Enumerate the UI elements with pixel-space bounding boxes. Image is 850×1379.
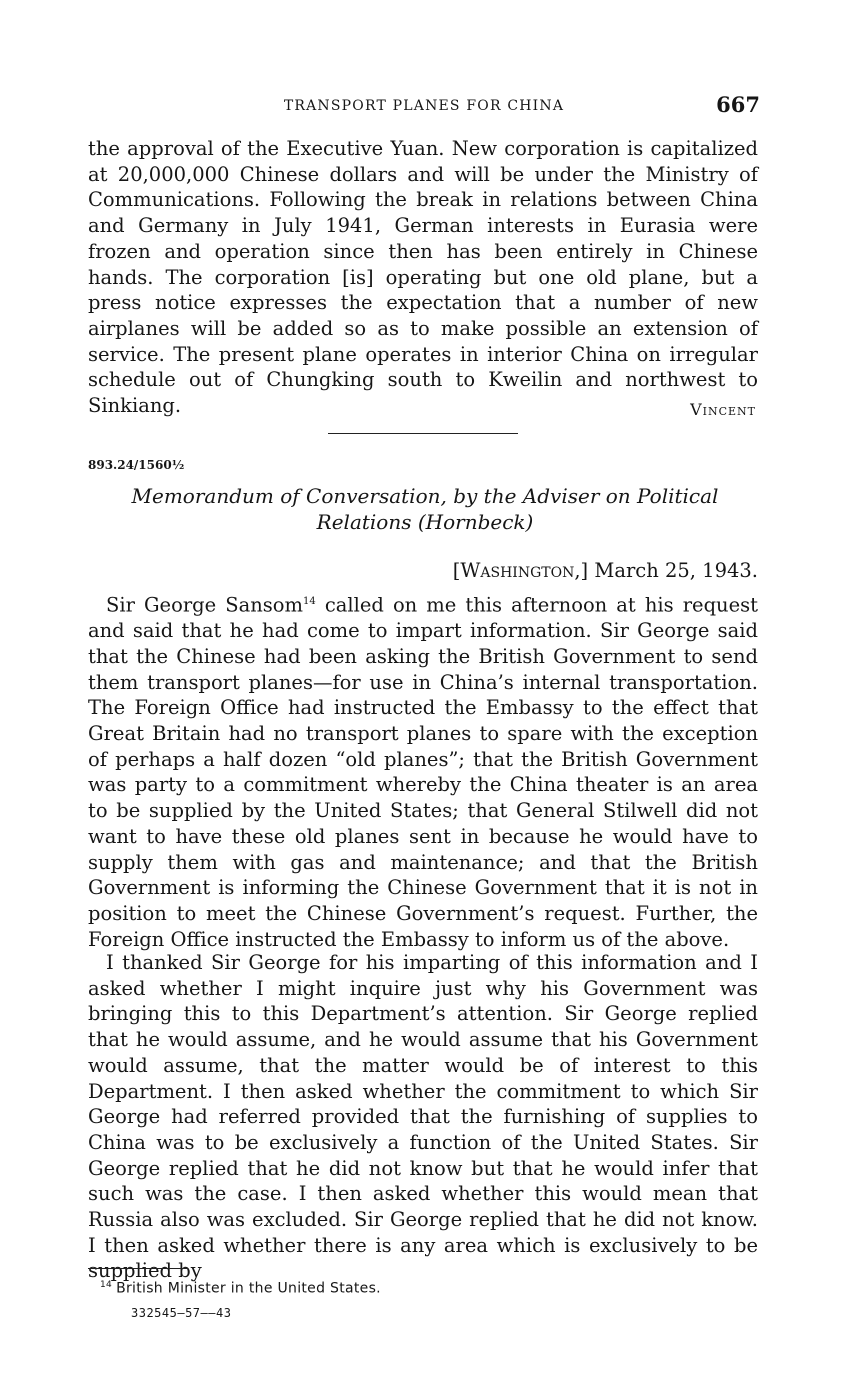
document-title: Memorandum of Conversation, by the Adviser on Political Relations (Hornbeck) [131,484,719,534]
print-code: 332545—57——43 [131,1306,232,1320]
page-header [88,92,760,122]
dateline-place: [Washington,] [452,559,589,582]
dateline [453,559,758,582]
footnote-text: British Minister in the United States. [116,1280,381,1297]
footnote-reference: 14 [303,596,316,607]
signature: Vincent [690,400,756,419]
footnote-divider [88,1268,188,1269]
footnote [100,1280,381,1297]
memo-paragraph-1 [88,589,758,952]
memo-paragraph-2: I thanked Sir George for his imparting of this information and I asked whether I might inquire just why his Government was bringing this to this Department’s attention. Sir George replied that he would assume, and he would assume that his Government would assume, that the matter would be of interest to this Department. I then asked whether the commitment to which Sir George had referred provided that the furnishing of supplies to China was to be exclusively a function of the United States. Sir George replied that he did not know but that he would infer that such was the case. I then asked whether this would mean that Russia also was excluded. Sir George replied that he did not know. I then asked whether there is any area which is exclusively to be supplied by [88,951,758,1283]
continuation-paragraph: the approval of the Executive Yuan. New corporation is capitalized at 20,000,000 Chinese dollars and will be under the Ministry of Communications. Following the break in relations between China and Germany in July 1941, German interests in Eurasia were frozen and operation since then has been entirely in Chinese hands. The corporation [is] operating but one old plane, but a press notice expresses the expectation that a number of new airplanes will be added so as to make possible an extension of service. The present plane operates in interior China on irregular schedule out of Chungking south to Kweilin and northwest to Sinkiang. [88,137,758,418]
dateline-date: March 25, 1943. [594,559,758,582]
section-divider [328,433,518,434]
running-title: TRANSPORT PLANES FOR CHINA [283,98,565,114]
memo-paragraph-1-rest: called on me this afternoon at his request and said that he had come to impart information. Sir George said that the Chinese had been asking the British Government to send them transport planes—for use in China’s internal transportation. The Foreign Office had instructed the Embassy to the effect that Great Britain had no transport planes to spare with the exception of perhaps a half dozen “old planes”; that the British Government was party to a commitment whereby the China theater is an area to be supplied by the United States; that General Stilwell did not want to have these old planes sent in because he would have to supply them with gas and maintenance; and that the British Government is informing the Chinese Government that it is not in position to meet the Chinese Government’s request. Further, the Foreign Office instructed the Embassy to inform us of the above. [88,593,758,951]
page-number: 667 [716,92,760,117]
memo-paragraph-1-start: Sir George Sansom [106,593,304,617]
footnote-number: 14 [100,1280,113,1290]
file-number: 893.24/1560½ [88,458,185,472]
